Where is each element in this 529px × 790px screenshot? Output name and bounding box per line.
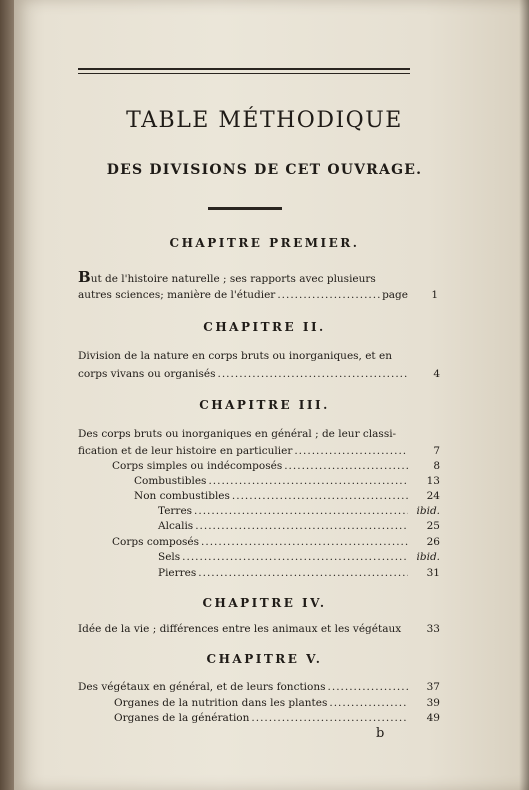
toc-entry[interactable] bbox=[114, 712, 440, 724]
title-divider bbox=[208, 207, 282, 210]
toc-entry-text: Sels bbox=[158, 551, 181, 563]
toc-entry[interactable] bbox=[78, 445, 440, 457]
toc-entry-page: 25 bbox=[426, 520, 440, 532]
drop-letter: B bbox=[78, 268, 91, 286]
toc-entry[interactable] bbox=[78, 681, 440, 693]
leader-dots bbox=[198, 567, 408, 579]
toc-entry[interactable] bbox=[78, 289, 438, 301]
toc-entry-text: Corps composés bbox=[112, 536, 200, 548]
toc-entry-page: 7 bbox=[433, 445, 440, 457]
toc-entry-page: 31 bbox=[426, 567, 440, 579]
toc-entry-page: 33 bbox=[426, 623, 440, 635]
toc-entry-text: corps vivans ou organisés bbox=[78, 368, 216, 380]
toc-entry-page: 26 bbox=[426, 536, 440, 548]
toc-entry-text: Combustibles bbox=[134, 475, 207, 487]
toc-entry-page: 37 bbox=[426, 681, 440, 693]
toc-entry-text: Pierres bbox=[158, 567, 197, 579]
toc-entry-page: ibid. bbox=[416, 551, 440, 563]
top-rule-thin bbox=[78, 73, 410, 74]
toc-entry-text: fication et de leur histoire en particulier bbox=[78, 445, 293, 457]
toc-entry-page: 13 bbox=[426, 475, 440, 487]
toc-entry-text: Alcalis bbox=[158, 520, 194, 532]
chapter-1-line-1-text: ut de l'histoire naturelle ; ses rapports avec plusieurs bbox=[90, 273, 376, 285]
toc-entry[interactable] bbox=[134, 490, 440, 502]
toc-entry[interactable] bbox=[78, 623, 440, 635]
chapter-heading-1: CHAPITRE PREMIER. bbox=[169, 236, 360, 250]
toc-entry[interactable] bbox=[114, 697, 440, 709]
chapter-heading-3: CHAPITRE III. bbox=[199, 398, 330, 412]
leader-dots bbox=[194, 505, 408, 517]
toc-entry-page: ibid. bbox=[416, 505, 440, 517]
toc-entry-text: Organes de la nutrition dans les plantes bbox=[114, 697, 328, 709]
leader-dots bbox=[182, 551, 408, 563]
toc-entry-text: Idée de la vie ; différences entre les animaux et les végétaux bbox=[78, 623, 402, 635]
toc-entry-text: Des végétaux en général, et de leurs fonctions bbox=[78, 681, 326, 693]
toc-entry-text: Non combustibles bbox=[134, 490, 230, 502]
toc-entry[interactable] bbox=[112, 536, 440, 548]
toc-entry-text: autres sciences; manière de l'étudier bbox=[78, 289, 276, 301]
toc-entry-page: 39 bbox=[426, 697, 440, 709]
toc-entry-page: 1 bbox=[431, 289, 438, 301]
leader-dots bbox=[218, 368, 409, 380]
toc-entry[interactable] bbox=[134, 475, 440, 487]
toc-entry-text: Corps simples ou indécomposés bbox=[112, 460, 283, 472]
page-title: TABLE MÉTHODIQUE bbox=[126, 108, 403, 133]
top-rule-thick bbox=[78, 68, 410, 70]
toc-entry[interactable] bbox=[112, 460, 440, 472]
toc-entry-text: Organes de la génération bbox=[114, 712, 250, 724]
leader-dots bbox=[201, 536, 408, 548]
chapter-heading-2: CHAPITRE II. bbox=[203, 320, 326, 334]
toc-entry[interactable] bbox=[158, 520, 440, 532]
leader-dots bbox=[294, 445, 408, 457]
leader-dots bbox=[284, 460, 408, 472]
toc-entry-page: 4 bbox=[433, 368, 440, 380]
chapter-1-line-1 bbox=[78, 268, 376, 286]
toc-entry[interactable] bbox=[78, 368, 440, 380]
chapter-3-line-1: Des corps bruts ou inorganiques en général ; de leur classi- bbox=[78, 428, 397, 440]
signature-mark: b bbox=[376, 726, 385, 741]
leader-dots bbox=[277, 289, 380, 301]
leader-dots bbox=[328, 681, 408, 693]
toc-entry-text: Terres bbox=[158, 505, 193, 517]
chapter-heading-4: CHAPITRE IV. bbox=[202, 596, 327, 610]
toc-entry-page: 49 bbox=[426, 712, 440, 724]
chapter-heading-5: CHAPITRE V. bbox=[206, 652, 323, 666]
leader-dots bbox=[232, 490, 408, 502]
leader-dots bbox=[195, 520, 408, 532]
chapter-2-line-1: Division de la nature en corps bruts ou inorganiques, et en bbox=[78, 350, 392, 362]
toc-entry-page: 24 bbox=[426, 490, 440, 502]
toc-entry[interactable] bbox=[158, 567, 440, 579]
toc-entry[interactable] bbox=[158, 505, 440, 517]
leader-dots bbox=[251, 712, 408, 724]
leader-dots bbox=[208, 475, 408, 487]
page-subtitle: DES DIVISIONS DE CET OUVRAGE. bbox=[106, 162, 423, 178]
leader-dots bbox=[329, 697, 408, 709]
toc-entry[interactable] bbox=[158, 551, 440, 563]
toc-entry-page: 8 bbox=[433, 460, 440, 472]
page-label: page bbox=[382, 289, 408, 301]
